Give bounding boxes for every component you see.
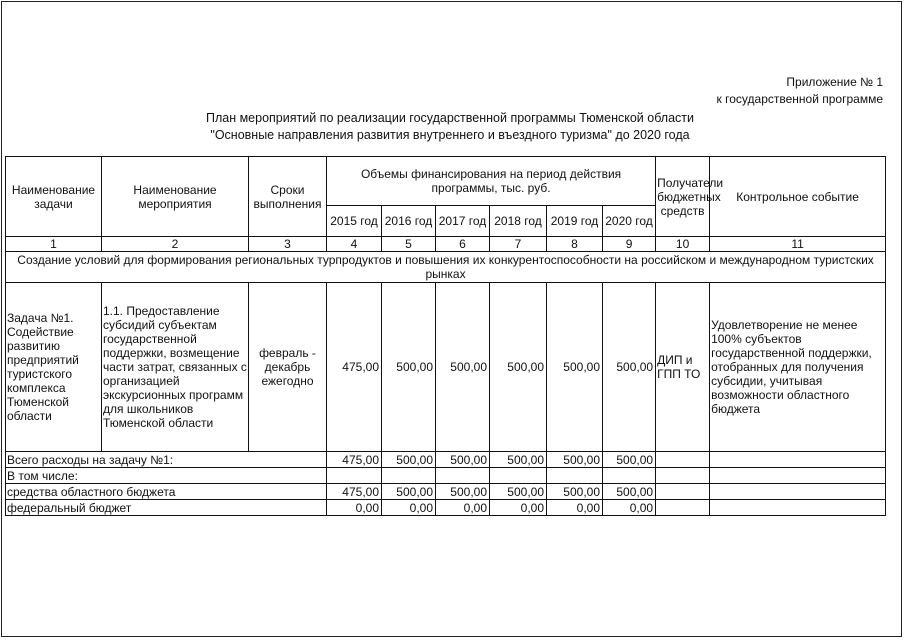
plan-table [5,156,886,516]
title-line-2: "Основные направления развития внутреннего и въездного туризма" до 2020 года [210,128,690,142]
section-row [6,252,886,283]
total-2016: 500,00 [382,452,436,468]
total-row [6,452,886,468]
value-2019: 500,00 [547,283,603,452]
federal-budget-row [6,500,886,516]
header-row-1 [6,157,886,206]
empty-cell [656,468,710,484]
federal-2018: 0,00 [490,500,547,516]
federal-2019: 0,00 [547,500,603,516]
federal-2020: 0,00 [603,500,656,516]
total-2019: 500,00 [547,452,603,468]
regional-2019: 500,00 [547,484,603,500]
empty-cell [710,468,886,484]
empty-cell [656,500,710,516]
regional-2020: 500,00 [603,484,656,500]
column-number: 11 [710,237,886,252]
federal-budget-label: федеральный бюджет [6,500,327,516]
header-year: 2015 год [327,206,382,237]
appendix-line-2: к государственной программе [716,92,883,106]
federal-2015: 0,00 [327,500,382,516]
empty-cell [603,468,656,484]
appendix-line-1: Приложение № 1 [786,75,883,89]
column-number: 9 [603,237,656,252]
total-2017: 500,00 [436,452,490,468]
empty-cell [710,500,886,516]
header-measure: Наименование мероприятия [102,157,249,237]
empty-cell [547,468,603,484]
regional-2015: 475,00 [327,484,382,500]
value-2020: 500,00 [603,283,656,452]
empty-cell [490,468,547,484]
header-funding: Объемы финансирования на период действия программы, тыс. руб. [327,157,656,206]
control-event: Удовлетворение не менее 100% субъектов государственной поддержки, отобранных для получения субсидии, учитывая возможности областного бюджета [710,283,886,452]
regional-budget-row [6,484,886,500]
column-number: 2 [102,237,249,252]
including-row [6,468,886,484]
federal-2017: 0,00 [436,500,490,516]
empty-cell [710,452,886,468]
header-year: 2019 год [547,206,603,237]
empty-cell [327,468,382,484]
column-number: 3 [249,237,327,252]
total-2020: 500,00 [603,452,656,468]
column-number: 7 [490,237,547,252]
header-event: Контрольное событие [710,157,886,237]
section-title: Создание условий для формирования региональных турпродуктов и повышения их конкурентоспособности на российском и международном туристских рынках [6,252,886,283]
column-number: 8 [547,237,603,252]
empty-cell [656,484,710,500]
header-task: Наименование задачи [6,157,102,237]
value-2015: 475,00 [327,283,382,452]
task-row [6,283,886,452]
value-2016: 500,00 [382,283,436,452]
appendix-note [717,74,883,108]
title-line-1: План мероприятий по реализации государственной программы Тюменской области [205,111,695,125]
recipient: ДИП и ГПП ТО [656,283,710,452]
header-year: 2016 год [382,206,436,237]
task-name: Задача №1. Содействие развитию предприятий туристского комплекса Тюменской области [6,283,102,452]
federal-2016: 0,00 [382,500,436,516]
total-2018: 500,00 [490,452,547,468]
header-year: 2018 год [490,206,547,237]
regional-2016: 500,00 [382,484,436,500]
column-number: 6 [436,237,490,252]
including-label: В том числе: [6,468,327,484]
empty-cell [436,468,490,484]
term: февраль - декабрь ежегодно [249,283,327,452]
regional-2017: 500,00 [436,484,490,500]
column-number-row [6,237,886,252]
column-number: 1 [6,237,102,252]
regional-2018: 500,00 [490,484,547,500]
column-number: 4 [327,237,382,252]
total-2015: 475,00 [327,452,382,468]
column-number: 5 [382,237,436,252]
header-year: 2017 год [436,206,490,237]
empty-cell [710,484,886,500]
value-2018: 500,00 [490,283,547,452]
value-2017: 500,00 [436,283,490,452]
empty-cell [656,452,710,468]
measure-name: 1.1. Предоставление субсидий субъектам государственной поддержки, возмещение части затрат, связанных с организацией экскурсионных программ для школьников Тюменской области [102,283,249,452]
column-number: 10 [656,237,710,252]
document-title [200,110,700,144]
header-recipients: Получатели бюджетных средств [656,157,710,237]
header-year: 2020 год [603,206,656,237]
empty-cell [382,468,436,484]
header-term: Сроки выполнения [249,157,327,237]
regional-budget-label: средства областного бюджета [6,484,327,500]
total-label: Всего расходы на задачу №1: [6,452,327,468]
